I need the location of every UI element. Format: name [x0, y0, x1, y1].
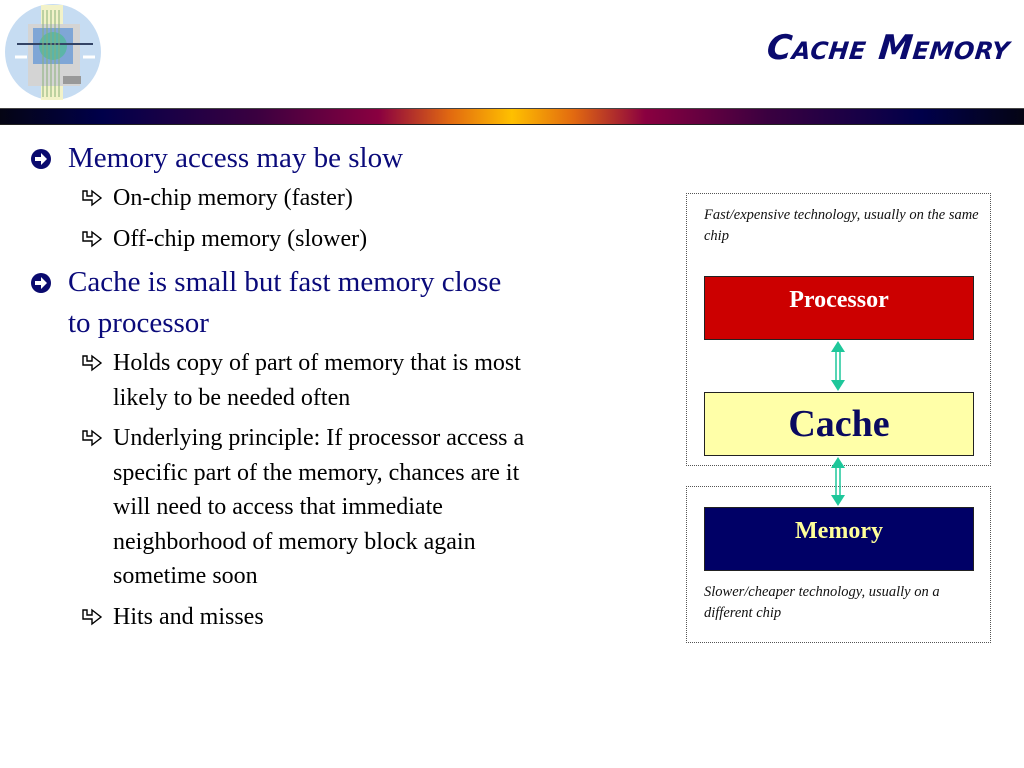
circled-arrow-bullet-icon: [30, 148, 52, 170]
bullet-list: [30, 138, 550, 640]
bullet-level1: [30, 138, 550, 179]
on-chip-note: Fast/expensive technology, usually on the same chip: [704, 207, 979, 244]
bullet-text: Hits and misses: [113, 603, 264, 630]
computer-globe-logo-icon: [3, 2, 103, 102]
off-chip-note: Slower/cheaper technology, usually on a different chip: [704, 584, 940, 621]
title-divider-bar: [0, 108, 1024, 125]
memory-label: Memory: [795, 517, 883, 544]
bullet-text: On-chip memory (faster): [113, 185, 353, 211]
bullet-level2: [30, 346, 550, 415]
hollow-arrow-bullet-icon: [80, 189, 104, 209]
cache-label: Cache: [788, 403, 890, 445]
bullet-level1: [30, 262, 520, 344]
bullet-text: Cache is small but fast memory close to processor: [68, 266, 502, 339]
circled-arrow-bullet-icon: [30, 272, 52, 294]
hollow-arrow-bullet-icon: [80, 608, 104, 628]
bullet-text: Off-chip memory (slower): [113, 225, 368, 252]
hollow-arrow-bullet-icon: [80, 429, 104, 449]
bullet-level2: [30, 181, 550, 216]
processor-cache-double-arrow-icon: [828, 340, 848, 392]
bullet-level2: [30, 421, 550, 594]
hollow-arrow-bullet-icon: [80, 230, 104, 250]
hollow-arrow-bullet-icon: [80, 354, 104, 374]
processor-block: [704, 276, 974, 340]
bullet-level2: [30, 222, 550, 257]
slide-title: Cache Memory: [765, 28, 1013, 68]
bullet-text: Memory access may be slow: [68, 142, 404, 174]
cache-memory-double-arrow-icon: [828, 456, 848, 507]
cache-block: [704, 392, 974, 456]
bullet-text: Holds copy of part of memory that is most likely to be needed often: [113, 350, 521, 411]
bullet-level2: [30, 600, 550, 635]
bullet-text: Underlying principle: If processor access a specific part of the memory, chances are it will need to access that immediate neighborhood of memory block again sometime soon: [113, 425, 525, 589]
memory-block: [704, 507, 974, 571]
processor-label: Processor: [789, 286, 889, 313]
